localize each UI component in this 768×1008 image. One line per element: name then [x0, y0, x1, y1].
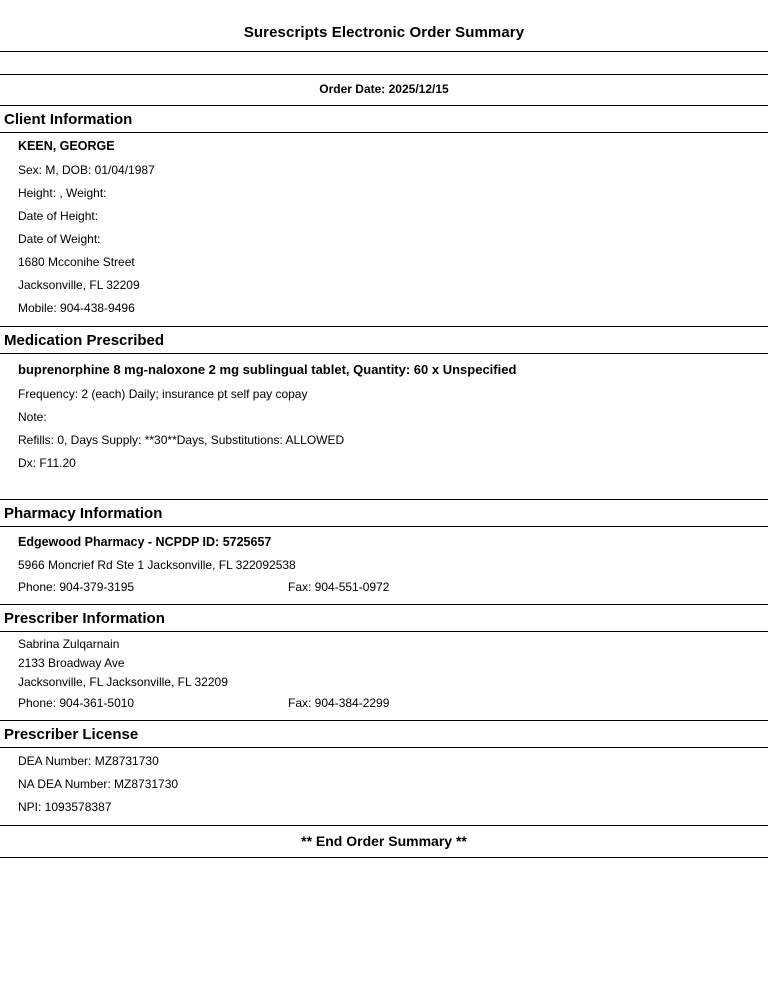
- pharmacy-information-heading: Pharmacy Information: [4, 504, 163, 522]
- prescriber-license-heading: Prescriber License: [4, 726, 139, 744]
- prescriber-address-line1: 2133 Broadway Ave: [18, 655, 125, 670]
- client-information-body: [0, 133, 768, 326]
- client-date-of-height: Date of Height:: [18, 208, 99, 223]
- divider: [0, 857, 768, 858]
- client-name: KEEN, GEORGE: [18, 139, 115, 153]
- pharmacy-phone: Phone: 904-379-3195: [18, 579, 135, 594]
- client-address-line1: 1680 Mcconihe Street: [18, 254, 135, 269]
- client-sex-dob: Sex: M, DOB: 01/04/1987: [18, 162, 155, 177]
- client-mobile: Mobile: 904-438-9496: [18, 300, 135, 315]
- page-title: Surescripts Electronic Order Summary: [243, 24, 525, 41]
- client-height-weight: Height: , Weight:: [18, 185, 107, 200]
- client-address-line2: Jacksonville, FL 32209: [18, 277, 140, 292]
- license-dea-number: DEA Number: MZ8731730: [18, 754, 159, 769]
- prescriber-information-body: [0, 632, 768, 721]
- prescriber-fax: Fax: 904-384-2299: [288, 696, 390, 711]
- pharmacy-address: 5966 Moncrief Rd Ste 1 Jacksonville, FL 322092538: [18, 557, 296, 572]
- spacer-band: [0, 52, 768, 74]
- end-order-summary: ** End Order Summary **: [301, 833, 467, 850]
- client-date-of-weight: Date of Weight:: [18, 231, 101, 246]
- order-date: Order Date: 2025/12/15: [319, 82, 449, 96]
- prescriber-phone: Phone: 904-361-5010: [18, 696, 135, 711]
- pharmacy-fax: Fax: 904-551-0972: [288, 579, 390, 594]
- medication-prescribed-section: [0, 327, 768, 499]
- pharmacy-contact-row: [0, 576, 768, 598]
- client-information-heading: Client Information: [4, 111, 133, 128]
- prescriber-information-heading: Prescriber Information: [4, 609, 165, 627]
- medication-frequency: Frequency: 2 (each) Daily; insurance pt self pay copay: [18, 386, 308, 401]
- prescriber-license-section: [0, 721, 768, 825]
- pharmacy-ncpdp: - NCPDP ID: 5725657: [147, 534, 272, 549]
- pharmacy-name: Edgewood Pharmacy: [18, 534, 145, 549]
- prescriber-contact-row: [0, 692, 768, 714]
- license-na-dea-number: NA DEA Number: MZ8731730: [18, 777, 179, 792]
- pharmacy-information-body: [0, 527, 768, 604]
- medication-description: buprenorphine 8 mg-naloxone 2 mg sublingual tablet, Quantity: 60 x Unspecified: [18, 361, 517, 377]
- pharmacy-name-row: [0, 529, 768, 554]
- medication-refills: Refills: 0, Days Supply: **30**Days, Substitutions: ALLOWED: [18, 432, 345, 447]
- license-npi: NPI: 1093578387: [18, 800, 112, 815]
- prescriber-information-section: [0, 605, 768, 721]
- pharmacy-information-section: [0, 500, 768, 604]
- medication-note: Note:: [18, 409, 47, 424]
- prescriber-license-body: [0, 748, 768, 825]
- medication-prescribed-body: [0, 354, 768, 499]
- medication-prescribed-heading: Medication Prescribed: [4, 331, 165, 349]
- prescriber-address-line2: Jacksonville, FL Jacksonville, FL 32209: [18, 674, 228, 689]
- medication-spacer: [0, 475, 768, 493]
- medication-dx: Dx: F11.20: [18, 455, 76, 470]
- prescriber-name: Sabrina Zulqarnain: [18, 636, 120, 651]
- client-information-section: [0, 106, 768, 326]
